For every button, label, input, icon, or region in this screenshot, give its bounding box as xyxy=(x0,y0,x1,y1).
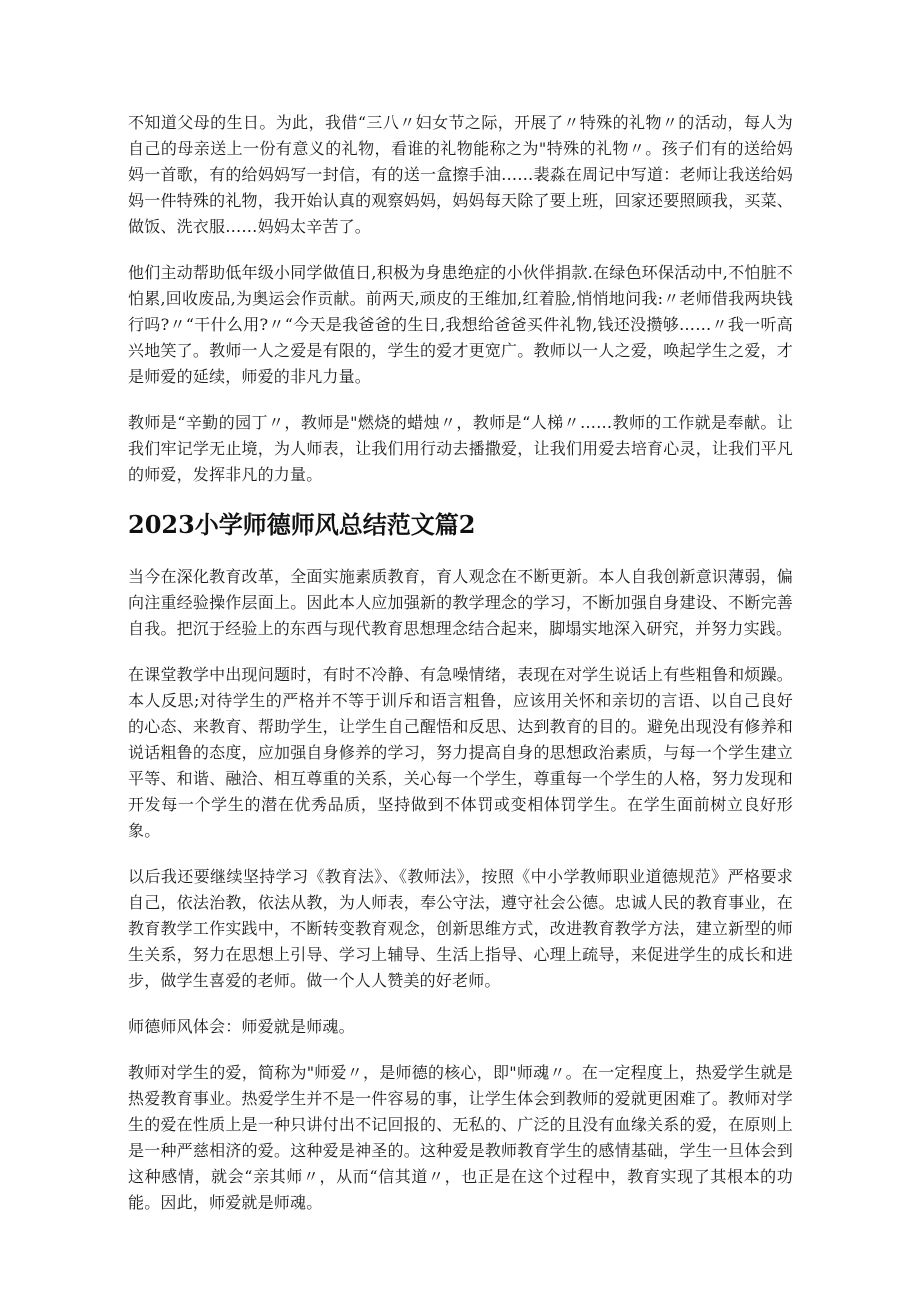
paragraph-classroom-reflection: 在课堂教学中出现问题时，有时不冷静、有急噪情绪，表现在对学生说话上有些粗鲁和烦躁。本人反思;对待学生的严格并不等于训斥和语言粗鲁，应该用关怀和亲切的言语、以自己良好的心态、来教育、帮助学生，让学生自己醒悟和反思、达到教育的目的。避免出现没有修养和说话粗鲁的态度，应加强自身修养的学习，努力提高自身的思想政治素质，与每一个学生建立平等、和谐、融洽、相互尊重的关系，关心每一个学生，尊重每一个学生的人格，努力发现和开发每一个学生的潜在优秀品质，坚持做到不体罚或变相体罚学生。在学生面前树立良好形象。 xyxy=(128,665,793,840)
paragraph-helping-classmates: 他们主动帮助低年级小同学做值日,积极为身患绝症的小伙伴捐款.在绿色环保活动中,不怕脏不怕累,回收废品,为奥运会作贡献。前两天,顽皮的王维加,红着脸,悄悄地问我:〃老师借我两块钱行吗?〃“干什么用?〃“今天是我爸爸的生日,我想给爸爸买件礼物,钱还没攒够……〃我一听高兴地笑了。教师一人之爱是有限的，学生的爱才更宽广。教师以一人之爱，唤起学生之爱，才是师爱的延续，师爱的非凡力量。 xyxy=(128,263,793,386)
paragraph-education-reform: 当今在深化教育改革，全面实施素质教育，育人观念在不断更新。本人自我创新意识薄弱，偏向注重经验操作层面上。因此本人应加强新的教学理念的学习，不断加强自身建设、不断完善自我。把沉于经验上的东西与现代教育思想理念结合起来，脚塌实地深入研究，并努力实践。 xyxy=(128,567,793,638)
paragraph-mothers-day-gift: 不知道父母的生日。为此，我借“三八〃妇女节之际，开展了〃特殊的礼物〃的活动，每人为自己的母亲送上一份有意义的礼物，看谁的礼物能称之为"特殊的礼物〃。孩子们有的送给妈妈一首歌，有的给妈妈写一封信，有的送一盒擦手油……裴淼在周记中写道：老师让我送给妈妈一件特殊的礼物，我开始认真的观察妈妈，妈妈每天除了要上班，回家还要照顾我，买菜、做饭、洗衣服……妈妈太辛苦了。 xyxy=(128,113,793,236)
section-heading: 2023小学师德师风总结范文篇2 xyxy=(128,510,476,539)
paragraph-ethics-subtitle: 师德师风体会：师爱就是师魂。 xyxy=(128,1017,355,1036)
document-page xyxy=(128,110,793,1236)
paragraph-teacher-dedication: 教师是“辛勤的园丁〃，教师是"燃烧的蜡烛〃，教师是“人梯〃……教师的工作就是奉献。让我们牢记学无止境，为人师表，让我们用行动去播撒爱，让我们用爱去培育心灵，让我们平凡的师爱，发挥非凡的力量。 xyxy=(128,413,793,484)
paragraph-teacher-love: 教师对学生的爱，简称为"师爱〃，是师德的核心，即"师魂〃。在一定程度上，热爱学生就是热爱教育事业。热爱学生并不是一件容易的事，让学生体会到教师的爱就更困难了。教师对学生的爱在性质上是一种只讲付出不记回报的、无私的、广泛的且没有血缘关系的爱，在原则上是一种严慈相济的爱。这种爱是神圣的。这种爱是教师教育学生的感情基础，学生一旦体会到这种感情，就会“亲其师〃，从而“信其道〃，也正是在这个过程中，教育实现了其根本的功能。因此，师爱就是师魂。 xyxy=(128,1063,793,1212)
paragraph-law-study: 以后我还要继续坚持学习《教育法》、《教师法》，按照《中小学教师职业道德规范》严格要求自己，依法治教，依法从教，为人师表，奉公守法，遵守社会公德。忠诚人民的教育事业，在教育教学工作实践中，不断转变教育观念，创新思维方式，改进教育教学方法，建立新型的师生关系，努力在思想上引导、学习上辅导、生活上指导、心理上疏导，来促进学生的成长和进步，做学生喜爱的老师。做一个人人赞美的好老师。 xyxy=(128,867,793,990)
